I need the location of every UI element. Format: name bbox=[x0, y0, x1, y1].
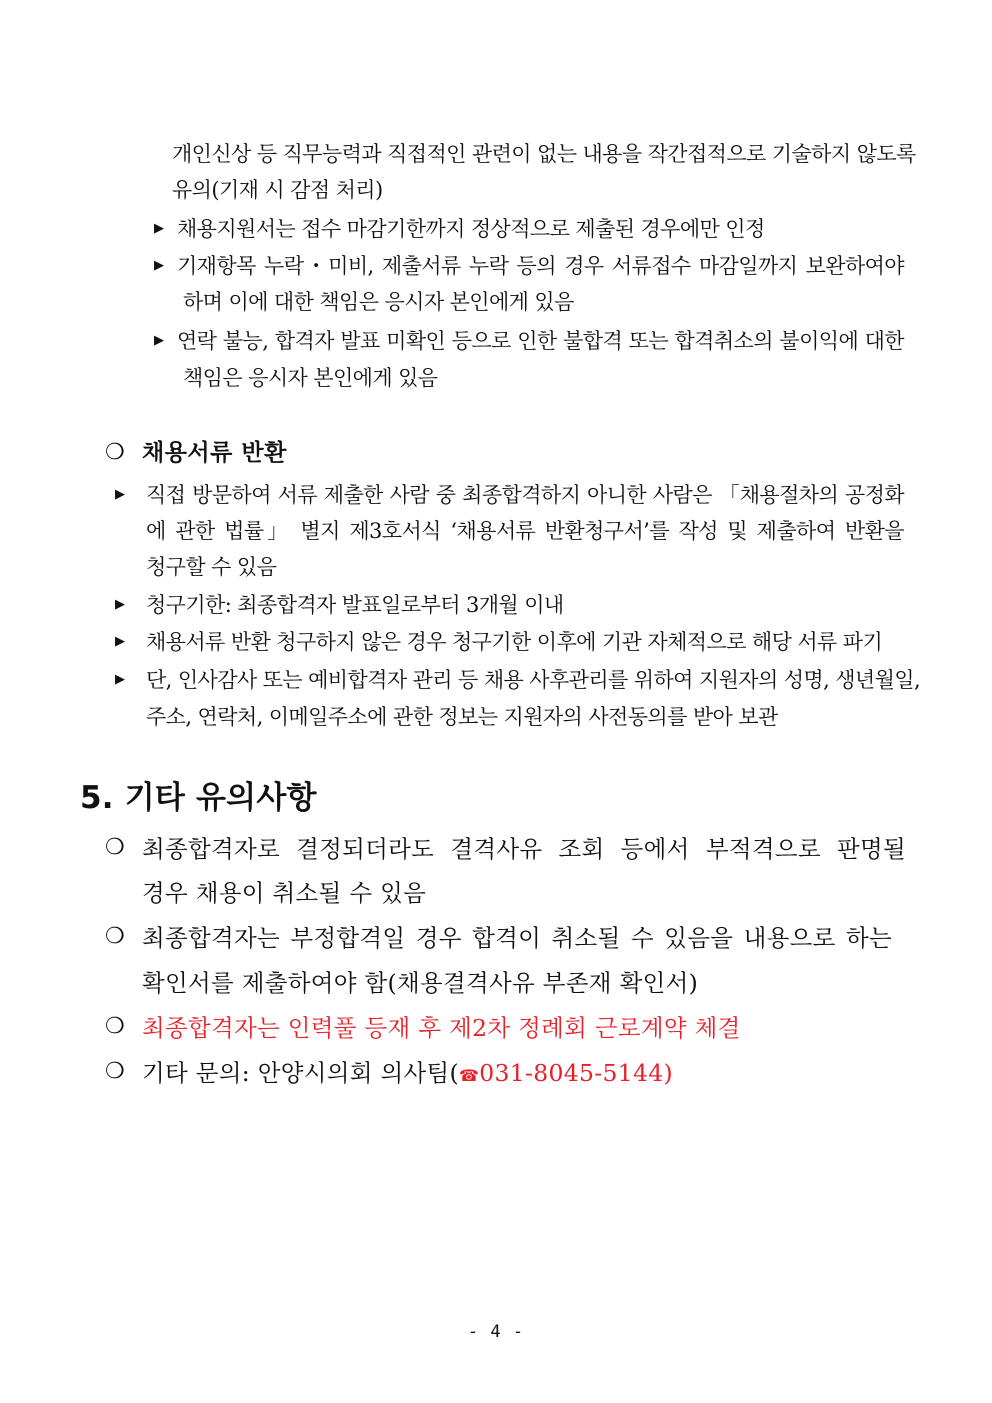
contact-phone: 031-8045-5144) bbox=[479, 1059, 673, 1087]
bullet-text-cont: 책임은 응시자 본인에게 있음 bbox=[183, 366, 438, 390]
section-subheading: 채용서류 반환 bbox=[142, 440, 287, 466]
circle-bullet-icon: ❍ bbox=[105, 924, 125, 949]
phone-icon: ☎ bbox=[459, 1066, 480, 1085]
bullet-text-cont: 에 관한 법률」 별지 제3호서식 ‘채용서류 반환청구서’를 작성 및 제출하여 반환을 bbox=[146, 519, 904, 543]
bullet-text: 채용지원서는 접수 마감기한까지 정상적으로 제출된 경우에만 인정 bbox=[177, 217, 765, 241]
bullet-text: 연락 불능, 합격자 발표 미확인 등으로 인한 불합격 또는 합격취소의 불이익에 대한 bbox=[177, 329, 904, 353]
triangle-bullet-icon: ▶ bbox=[115, 634, 125, 649]
item-text-highlight: 최종합격자는 인력풀 등재 후 제2차 정례회 근로계약 체결 bbox=[142, 1014, 741, 1042]
item-text-cont: 경우 채용이 취소될 수 있음 bbox=[142, 879, 427, 907]
item-text-cont: 확인서를 제출하여야 함(채용결격사유 부존재 확인서) bbox=[142, 969, 699, 997]
bullet-text: 채용서류 반환 청구하지 않은 경우 청구기한 이후에 기관 자체적으로 해당 서류 파기 bbox=[146, 630, 883, 654]
bullet-text: 직접 방문하여 서류 제출한 사람 중 최종합격하지 아니한 사람은 「채용절차의 공정화 bbox=[146, 483, 904, 507]
bullet-text-cont: 청구할 수 있음 bbox=[146, 555, 277, 579]
triangle-bullet-icon: ▶ bbox=[154, 333, 164, 348]
page-number: - 4 - bbox=[467, 1322, 525, 1342]
circle-bullet-icon: ❍ bbox=[105, 1014, 125, 1039]
contact-line bbox=[142, 1058, 673, 1091]
section-heading: 5. 기타 유의사항 bbox=[80, 780, 317, 816]
circle-bullet-icon: ❍ bbox=[105, 1059, 125, 1084]
triangle-bullet-icon: ▶ bbox=[154, 258, 164, 273]
circle-bullet-icon: ❍ bbox=[105, 440, 125, 465]
bullet-text-cont: 주소, 연락처, 이메일주소에 관한 정보는 지원자의 사전동의를 받아 보관 bbox=[146, 705, 778, 729]
text-line: 개인신상 등 직무능력과 직접적인 관련이 없는 내용을 작간접적으로 기술하지 않도록 bbox=[172, 142, 916, 166]
contact-label: 기타 문의: 안양시의회 의사팀( bbox=[142, 1059, 460, 1087]
triangle-bullet-icon: ▶ bbox=[115, 597, 125, 612]
bullet-text: 단, 인사감사 또는 예비합격자 관리 등 채용 사후관리를 위하여 지원자의 성명, 생년월일, bbox=[146, 668, 921, 692]
bullet-text-cont: 하며 이에 대한 책임은 응시자 본인에게 있음 bbox=[183, 290, 574, 314]
item-text: 최종합격자로 결정되더라도 결격사유 조회 등에서 부적격으로 판명될 bbox=[142, 835, 906, 863]
bullet-text: 청구기한: 최종합격자 발표일로부터 3개월 이내 bbox=[146, 593, 564, 617]
triangle-bullet-icon: ▶ bbox=[154, 221, 164, 236]
circle-bullet-icon: ❍ bbox=[105, 835, 125, 860]
item-text: 최종합격자는 부정합격일 경우 합격이 취소될 수 있음을 내용으로 하는 bbox=[142, 924, 892, 952]
bullet-text: 기재항목 누락・미비, 제출서류 누락 등의 경우 서류접수 마감일까지 보완하여야 bbox=[177, 254, 904, 278]
text-line: 유의(기재 시 감점 처리) bbox=[172, 178, 383, 202]
triangle-bullet-icon: ▶ bbox=[115, 487, 125, 502]
triangle-bullet-icon: ▶ bbox=[115, 672, 125, 687]
